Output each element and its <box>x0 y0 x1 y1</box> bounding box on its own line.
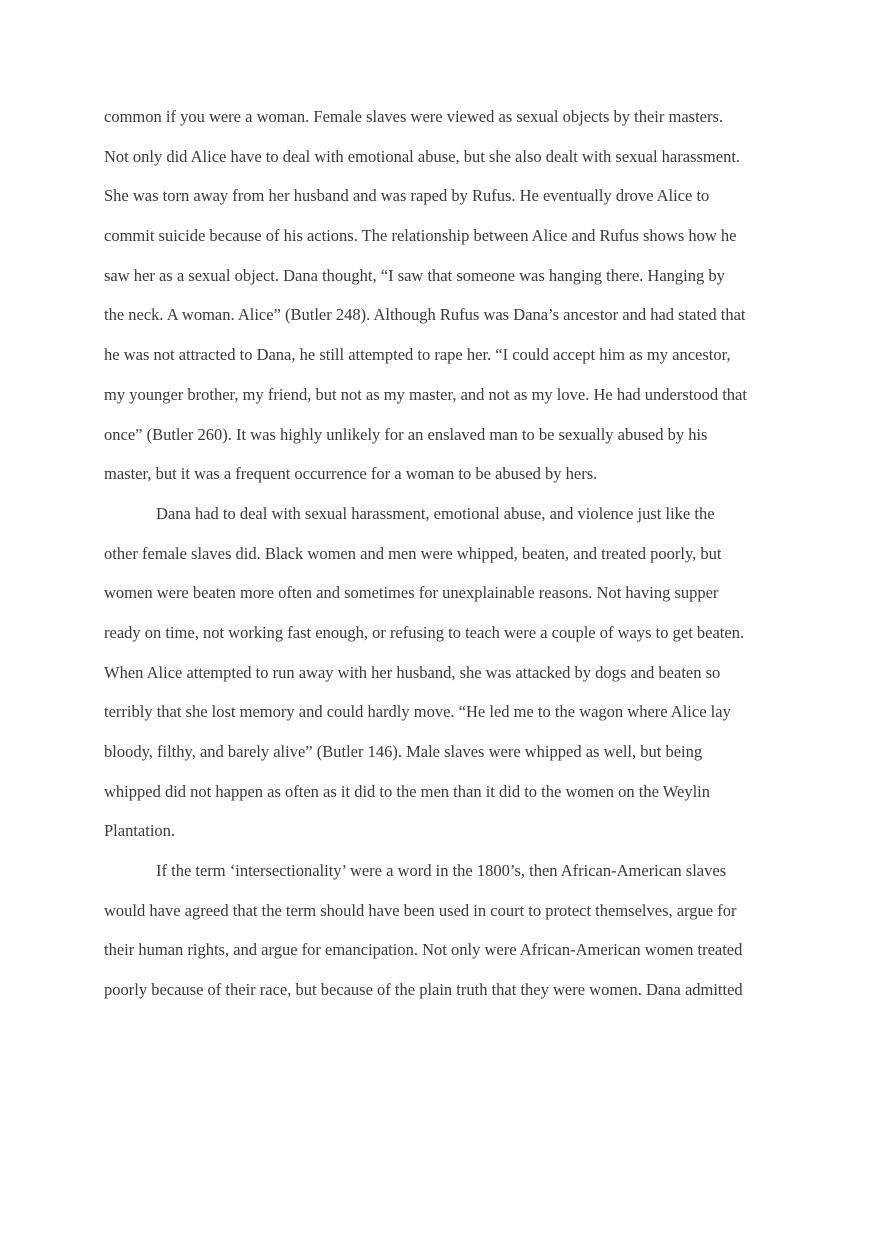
text-line: Not only did Alice have to deal with emotional abuse, but she also dealt with sexual harassment. <box>104 146 741 166</box>
text-line: terribly that she lost memory and could hardly move. “He led me to the wagon where Alice lay <box>104 702 731 722</box>
text-line: bloody, filthy, and barely alive” (Butler 146). Male slaves were whipped as well, but being <box>104 742 703 761</box>
text-line-indented: Dana had to deal with sexual harassment, emotional abuse, and violence just like the <box>156 503 715 523</box>
text-line: master, but it was a frequent occurrence for a woman to be abused by hers. <box>104 464 598 484</box>
text-line: Plantation. <box>104 821 176 841</box>
text-line: saw her as a sexual object. Dana thought, “I saw that someone was hanging there. Hanging by <box>104 265 725 285</box>
text-line: poorly because of their race, but because of the plain truth that they were women. Dana admitted <box>104 980 743 1000</box>
text-line: She was torn away from her husband and was raped by Rufus. He eventually drove Alice to <box>104 186 710 206</box>
paragraph-1 <box>104 97 784 494</box>
text-line: whipped did not happen as often as it did to the men than it did to the women on the Weylin <box>104 781 711 801</box>
text-line: When Alice attempted to run away with her husband, she was attacked by dogs and beaten so <box>104 662 721 682</box>
text-line: the neck. A woman. Alice” (Butler 248). Although Rufus was Dana’s ancestor and had stated that <box>104 305 746 325</box>
paragraph-2 <box>104 494 784 851</box>
text-line: he was not attracted to Dana, he still attempted to rape her. “I could accept him as my ancestor, <box>104 345 731 365</box>
text-line-indented: If the term ‘intersectionality’ were a word in the 1800’s, then African-American slaves <box>156 861 727 881</box>
text-line: my younger brother, my friend, but not as my master, and not as my love. He had understood that <box>104 384 747 404</box>
text-line: other female slaves did. Black women and men were whipped, beaten, and treated poorly, but <box>104 543 722 563</box>
text-line: common if you were a woman. Female slaves were viewed as sexual objects by their masters. <box>104 107 724 126</box>
text-line: women were beaten more often and sometimes for unexplainable reasons. Not having supper <box>104 583 719 603</box>
text-line: their human rights, and argue for emancipation. Not only were African-American women treated <box>104 940 743 960</box>
text-line: once” (Butler 260). It was highly unlikely for an enslaved man to be sexually abused by his <box>104 424 708 444</box>
paragraph-3 <box>104 851 784 1010</box>
text-line: would have agreed that the term should have been used in court to protect themselves, argue for <box>104 900 737 920</box>
body-text <box>104 97 784 1010</box>
text-line: commit suicide because of his actions. The relationship between Alice and Rufus shows how he <box>104 226 737 246</box>
text-line: ready on time, not working fast enough, or refusing to teach were a couple of ways to get beaten. <box>104 622 745 642</box>
